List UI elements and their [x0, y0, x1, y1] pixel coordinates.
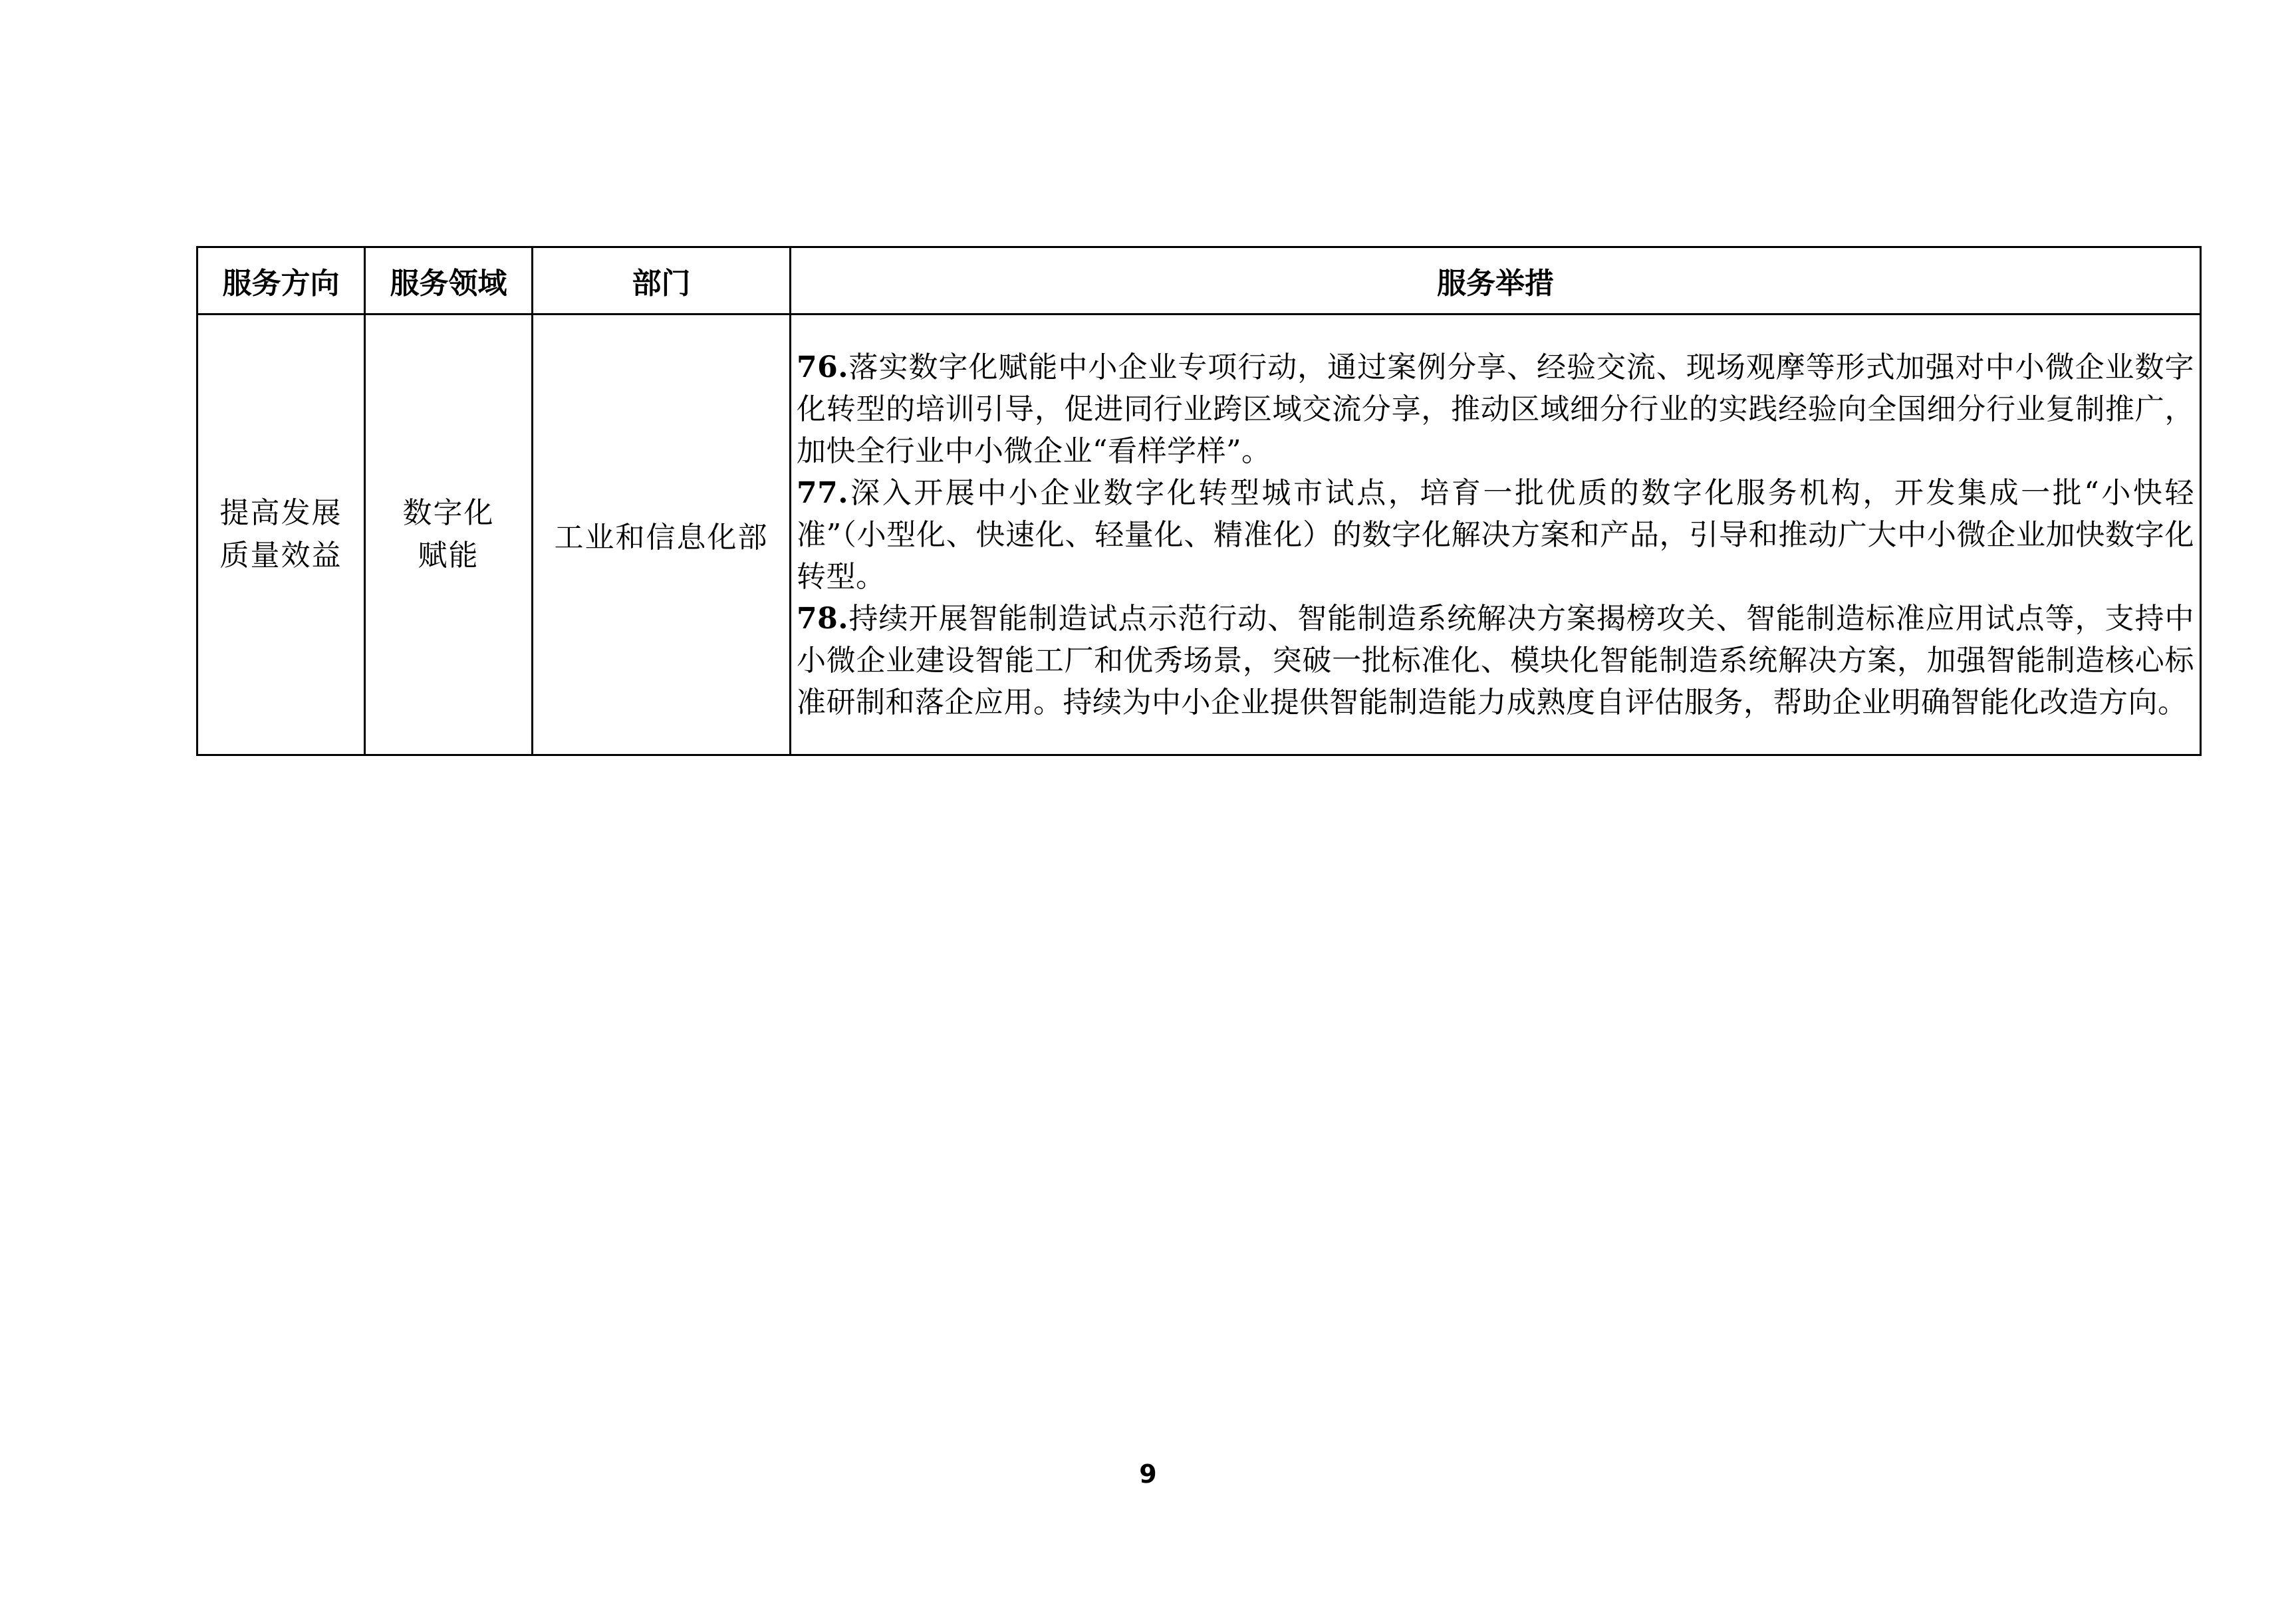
cell-service-direction — [197, 314, 365, 755]
table-header-row — [197, 247, 2201, 314]
measure-number: 76. — [797, 350, 849, 384]
header-service-measures: 服务举措 — [791, 247, 2201, 314]
page-number: 9 — [1139, 1459, 1157, 1489]
measure-item — [797, 598, 2194, 723]
measure-item — [797, 346, 2194, 472]
measure-text: 落实数字化赋能中小企业专项行动，通过案例分享、经验交流、现场观摩等形式加强对中小微企业数字化转型的培训引导，促进同行业跨区域交流分享，推动区域细分行业的实践经验向全国细分行业复制推广，加快全行业中小微企业“看样学样”。 — [797, 350, 2194, 468]
measure-number: 77. — [797, 475, 849, 510]
measure-text: 深入开展中小企业数字化转型城市试点，培育一批优质的数字化服务机构，开发集成一批“小快轻准”（小型化、快速化、轻量化、精准化）的数字化解决方案和产品，引导和推动广大中小微企业加快数字化转型。 — [797, 475, 2194, 594]
cell-service-measures — [791, 314, 2201, 755]
measure-item — [797, 472, 2194, 598]
measure-number: 78. — [797, 601, 849, 636]
header-service-field: 服务领域 — [365, 247, 533, 314]
field-line-2: 赋能 — [418, 539, 479, 572]
department-text: 工业和信息化部 — [554, 521, 769, 555]
measure-text: 持续开展智能制造试点示范行动、智能制造系统解决方案揭榜攻关、智能制造标准应用试点等，支持中小微企业建设智能工厂和优秀场景，突破一批标准化、模块化智能制造系统解决方案，加强智能制造核心标准研制和落企应用。持续为中小企业提供智能制造能力成熟度自评估服务，帮助企业明确智能化改造方向。 — [797, 601, 2194, 719]
direction-line-2: 质量效益 — [219, 539, 342, 572]
header-service-direction: 服务方向 — [197, 247, 365, 314]
header-department: 部门 — [533, 247, 791, 314]
direction-line-1: 提高发展 — [219, 496, 342, 530]
field-line-1: 数字化 — [402, 496, 495, 530]
table-row — [197, 314, 2201, 755]
cell-department — [533, 314, 791, 755]
service-measures-table — [196, 246, 2202, 756]
cell-service-field — [365, 314, 533, 755]
